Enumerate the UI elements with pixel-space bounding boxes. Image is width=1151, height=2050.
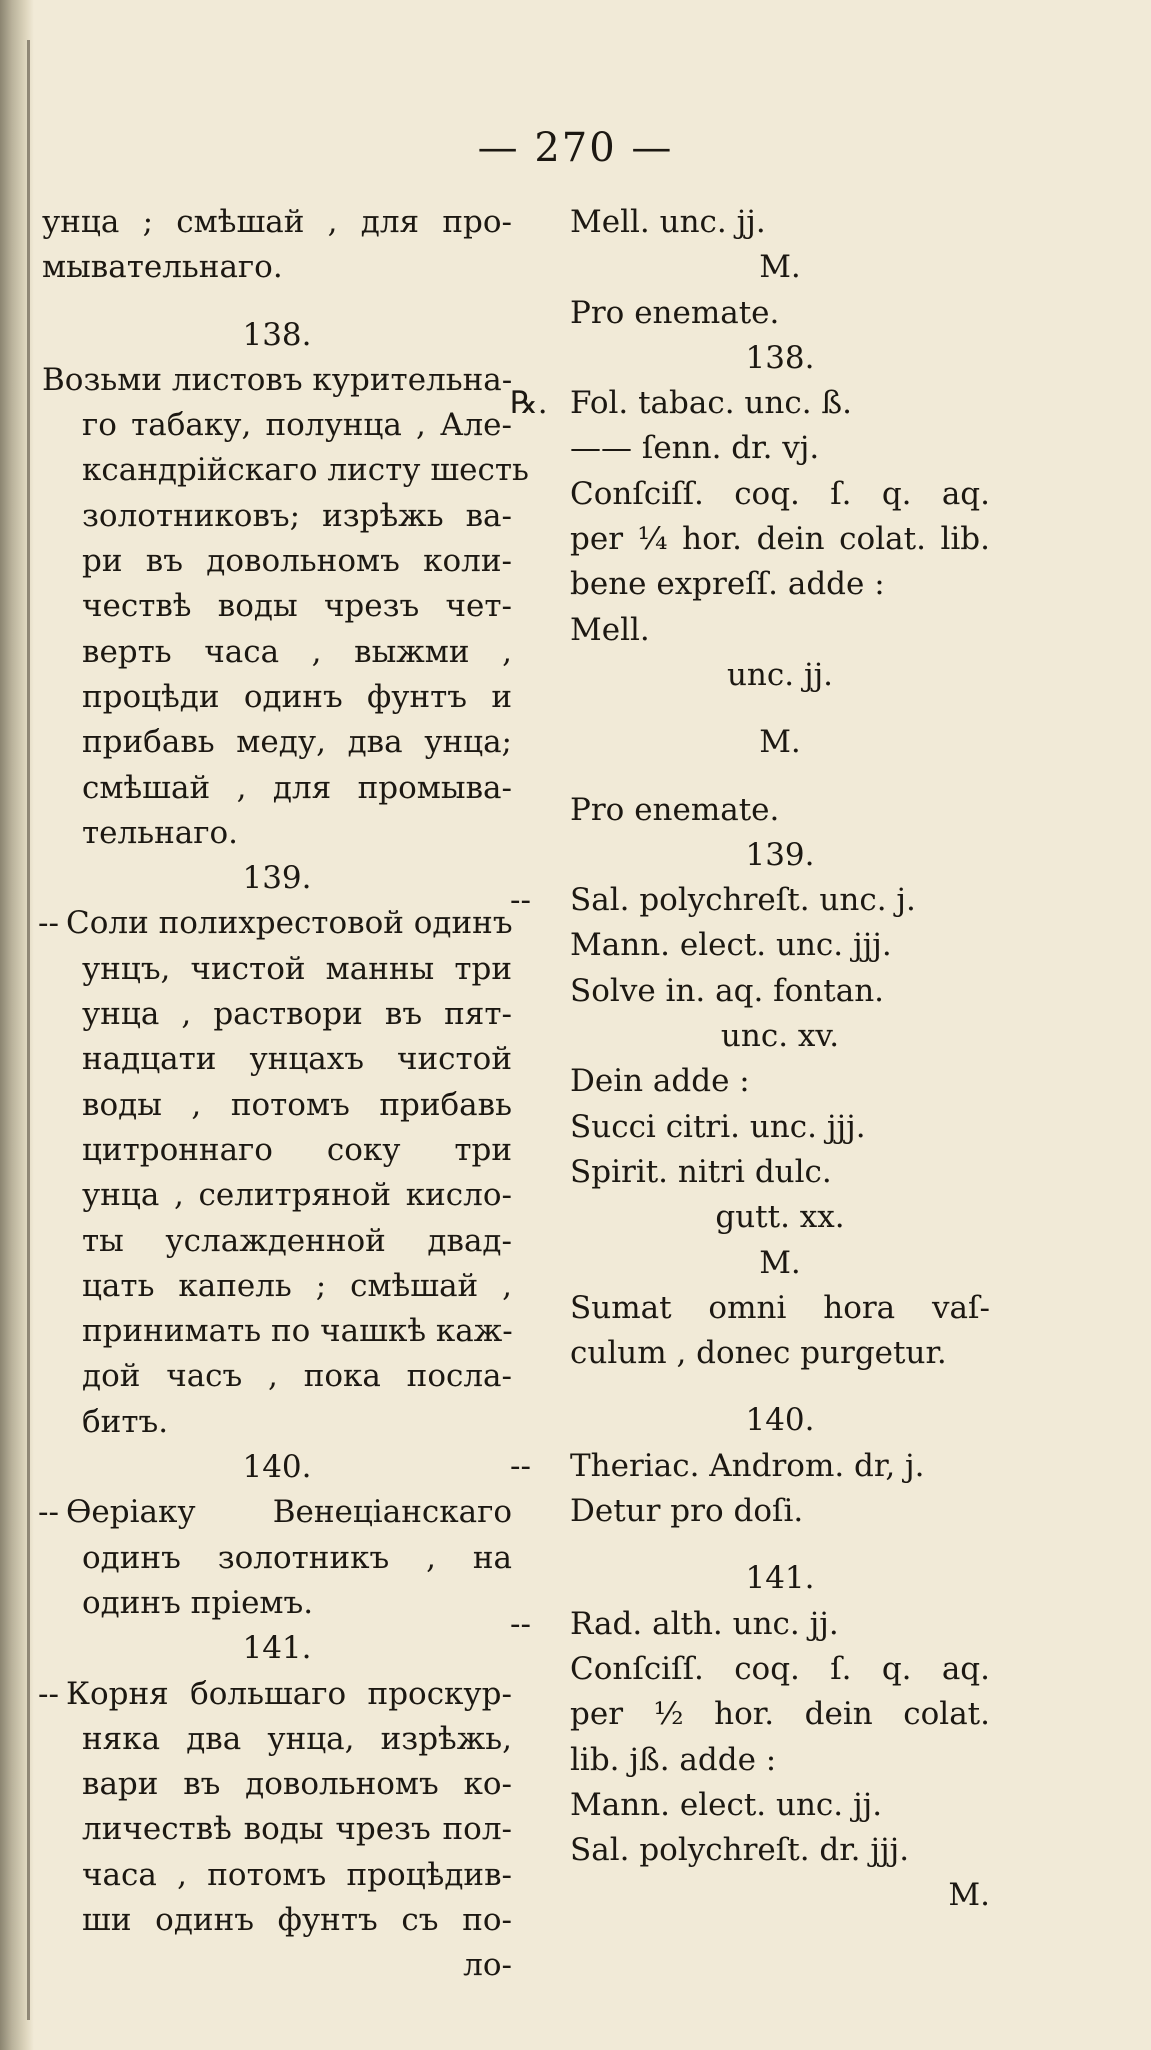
right-text-line <box>570 608 990 653</box>
left-text-line <box>42 947 512 992</box>
line-text: Rad. alth. unc. jj. <box>570 1605 839 1642</box>
line-text: золотниковъ; изрѣжь ва- <box>82 497 512 534</box>
line-text: верть часа , выжми , <box>82 633 512 670</box>
spacer <box>570 698 990 720</box>
line-text: M. <box>759 1244 801 1281</box>
right-text-line <box>570 426 990 471</box>
line-text: няка два унца, изрѣжь, <box>82 1720 512 1757</box>
recipe-number <box>42 313 512 358</box>
line-text: чествѣ воды чрезъ чет- <box>82 588 512 625</box>
right-text-line <box>570 1873 990 1918</box>
left-text-line <box>42 494 512 539</box>
right-text-line <box>510 381 990 426</box>
spacer <box>570 1376 990 1398</box>
line-text: ты услажденной двад- <box>82 1222 512 1259</box>
left-text-line <box>42 675 512 720</box>
entry-marker: -- <box>510 1447 531 1484</box>
line-text: Spirit. nitri dulc. <box>570 1153 832 1190</box>
right-text-line <box>570 1828 990 1873</box>
line-text: Solve in. aq. fontan. <box>570 972 885 1009</box>
line-text: часа , потомъ процѣдив- <box>82 1856 512 1893</box>
line-text: Sumat omni hora vaſ- <box>570 1289 990 1326</box>
line-text: Mann. elect. unc. jj. <box>570 1786 883 1823</box>
line-text: надцати унцахъ чистой <box>82 1041 512 1078</box>
recipe-number <box>570 1556 990 1601</box>
left-text-line <box>42 766 512 811</box>
line-text: 139. <box>745 836 815 873</box>
line-text: Succi citri. unc. jjj. <box>570 1108 866 1145</box>
left-text-line <box>42 245 512 290</box>
line-text: цитроннаго соку три <box>82 1131 512 1168</box>
line-text: 140. <box>745 1402 815 1439</box>
line-text: per ½ hor. dein colat. <box>570 1696 990 1733</box>
right-text-line <box>570 1241 990 1286</box>
right-text-line <box>570 200 990 245</box>
line-text: Ѳеріаку Венеціанскаго <box>66 1494 512 1531</box>
left-text-line <box>42 720 512 765</box>
right-text-line <box>570 1331 990 1376</box>
left-text-line <box>42 1264 512 1309</box>
left-text-line <box>38 1490 512 1535</box>
left-text-line <box>42 1083 512 1128</box>
right-text-line <box>570 923 990 968</box>
line-text: M. <box>759 724 801 761</box>
entry-marker: -- <box>38 1494 59 1531</box>
line-text: личествѣ воды чрезъ пол- <box>82 1811 512 1848</box>
right-text-line <box>570 517 990 562</box>
right-text-line <box>570 291 990 336</box>
left-text-line <box>42 1536 512 1581</box>
line-text: дой часъ , пока посла- <box>82 1358 512 1395</box>
left-text-line <box>42 200 512 245</box>
line-text: ши одинъ фунтъ съ по- <box>82 1901 512 1938</box>
left-text-line <box>42 1173 512 1218</box>
left-text-line <box>42 1219 512 1264</box>
right-text-line <box>570 1647 990 1692</box>
recipe-number <box>570 1398 990 1443</box>
line-text: смѣшай , для промыва- <box>82 769 512 806</box>
right-column-latin <box>510 200 990 1919</box>
right-text-line <box>570 1059 990 1104</box>
line-text: вари въ довольномъ ко- <box>82 1766 512 1803</box>
spacer <box>570 1534 990 1556</box>
line-text: Корня большаго проскур- <box>66 1675 512 1712</box>
line-text: Conſciſſ. coq. ſ. q. aq. <box>570 475 990 512</box>
line-text: Sal. polychreſt. unc. j. <box>570 882 916 919</box>
line-text: 141. <box>242 1630 312 1667</box>
right-text-line <box>570 1105 990 1150</box>
line-text: прибавь меду, два унца; <box>82 724 512 761</box>
recipe-number <box>570 833 990 878</box>
line-text: ксандрійскаго листу шесть <box>82 452 529 489</box>
line-text: Dein adde : <box>570 1063 750 1100</box>
line-text: Pro enemate. <box>570 294 780 331</box>
line-text: процѣди одинъ фунтъ и <box>82 678 512 715</box>
line-text: одинъ золотникъ , на <box>82 1539 512 1576</box>
left-text-line <box>38 1672 512 1717</box>
right-text-line <box>570 720 990 765</box>
line-text: 140. <box>242 1449 312 1486</box>
entry-marker: -- <box>510 882 531 919</box>
line-text: 138. <box>745 339 815 376</box>
right-text-line <box>570 1783 990 1828</box>
left-text-line <box>42 1853 512 1898</box>
line-text: Возьми листовъ курительна- <box>42 361 513 398</box>
left-text-line <box>42 1898 512 1943</box>
left-text-line <box>42 811 512 856</box>
line-text: per ¼ hor. dein colat. lib. <box>570 521 990 558</box>
line-text: унца , раствори въ пят- <box>82 996 512 1033</box>
right-text-line <box>570 472 990 517</box>
line-text: lib. jß. adde : <box>570 1741 777 1778</box>
page-number: — 270 — <box>477 125 674 171</box>
right-text-line <box>570 1195 990 1240</box>
line-text: Mell. <box>570 611 650 648</box>
line-text: unc. jj. <box>726 656 834 693</box>
line-text: bene expreſſ. adde : <box>570 566 885 603</box>
left-text-line <box>42 1717 512 1762</box>
line-text: Mann. elect. unc. jjj. <box>570 927 892 964</box>
left-text-line <box>42 1762 512 1807</box>
line-text: 141. <box>745 1560 815 1597</box>
right-text-line <box>570 1738 990 1783</box>
spacer <box>42 291 512 313</box>
left-text-line <box>42 539 512 584</box>
line-text: 139. <box>242 860 312 897</box>
line-text: Pro enemate. <box>570 791 780 828</box>
line-text: 138. <box>242 316 312 353</box>
line-text: битъ. <box>82 1403 169 1440</box>
recipe-number <box>42 1626 512 1671</box>
left-text-line <box>42 1309 512 1354</box>
left-text-line <box>42 584 512 629</box>
right-text-line <box>570 969 990 1014</box>
line-text: принимать по чашкѣ каж- <box>82 1313 513 1350</box>
left-text-line <box>42 358 512 403</box>
right-text-line <box>570 653 990 698</box>
right-text-line <box>570 562 990 607</box>
right-text-line <box>570 1692 990 1737</box>
left-text-line <box>42 448 529 493</box>
left-text-line <box>42 630 512 675</box>
entry-marker: ℞. <box>510 385 548 422</box>
line-text: culum , donec purgetur. <box>570 1335 947 1372</box>
line-text: го табаку, полунца , Але- <box>82 407 512 444</box>
left-text-line <box>42 1037 512 1082</box>
line-text: цать капель ; смѣшай , <box>82 1267 512 1304</box>
entry-marker: -- <box>38 1675 59 1712</box>
entry-marker: -- <box>510 1605 531 1642</box>
line-text: Mell. unc. jj. <box>570 204 766 240</box>
right-text-line <box>570 1150 990 1195</box>
line-text: тельнаго. <box>82 814 238 851</box>
line-text: Fol. tabac. unc. ß. <box>570 385 852 422</box>
left-text-line <box>42 1943 512 1988</box>
line-text: унцъ, чистой манны три <box>82 950 512 987</box>
line-text: Sal. polychreſt. dr. jjj. <box>570 1832 910 1869</box>
left-text-line <box>42 1581 512 1626</box>
left-text-line <box>42 1807 512 1852</box>
right-text-line <box>570 1489 990 1534</box>
line-text: gutt. xx. <box>715 1199 845 1236</box>
right-text-line <box>570 1014 990 1059</box>
line-text: унца , селитряной кисло- <box>82 1177 512 1214</box>
right-text-line <box>510 1444 990 1489</box>
recipe-number <box>42 856 512 901</box>
spacer <box>570 766 990 788</box>
right-text-line <box>510 878 990 923</box>
right-text-line <box>570 788 990 833</box>
line-text: Theriac. Androm. dr, j. <box>570 1447 925 1484</box>
recipe-number <box>42 1445 512 1490</box>
gutter-line <box>27 40 30 2020</box>
right-text-line <box>570 245 990 290</box>
line-text: Detur pro doſi. <box>570 1493 804 1530</box>
line-text: унца ; смѣшай , для про- <box>42 204 512 240</box>
line-text: unc. xv. <box>720 1018 840 1055</box>
left-text-line <box>42 1128 512 1173</box>
line-text: одинъ пріемъ. <box>82 1584 314 1621</box>
line-text: мывательнаго. <box>42 249 283 286</box>
right-text-line <box>510 1602 990 1647</box>
recipe-number <box>570 336 990 381</box>
left-text-line <box>42 1354 512 1399</box>
entry-marker: -- <box>38 905 59 942</box>
line-text: ло- <box>463 1947 512 1984</box>
line-text: —— ſenn. dr. vj. <box>570 430 820 467</box>
line-text: Conſciſſ. coq. ſ. q. aq. <box>570 1650 990 1687</box>
line-text: воды , потомъ прибавь <box>82 1086 512 1123</box>
line-text: M. <box>759 249 801 286</box>
line-text: M. <box>948 1877 990 1914</box>
line-text: Соли полихрестовой одинъ <box>66 905 513 942</box>
left-text-line <box>42 992 512 1037</box>
left-column-russian <box>38 200 529 1989</box>
line-text: ри въ довольномъ коли- <box>82 543 512 580</box>
left-text-line <box>42 403 512 448</box>
right-text-line <box>570 1286 990 1331</box>
left-text-line <box>38 901 513 946</box>
left-text-line <box>42 1400 512 1445</box>
